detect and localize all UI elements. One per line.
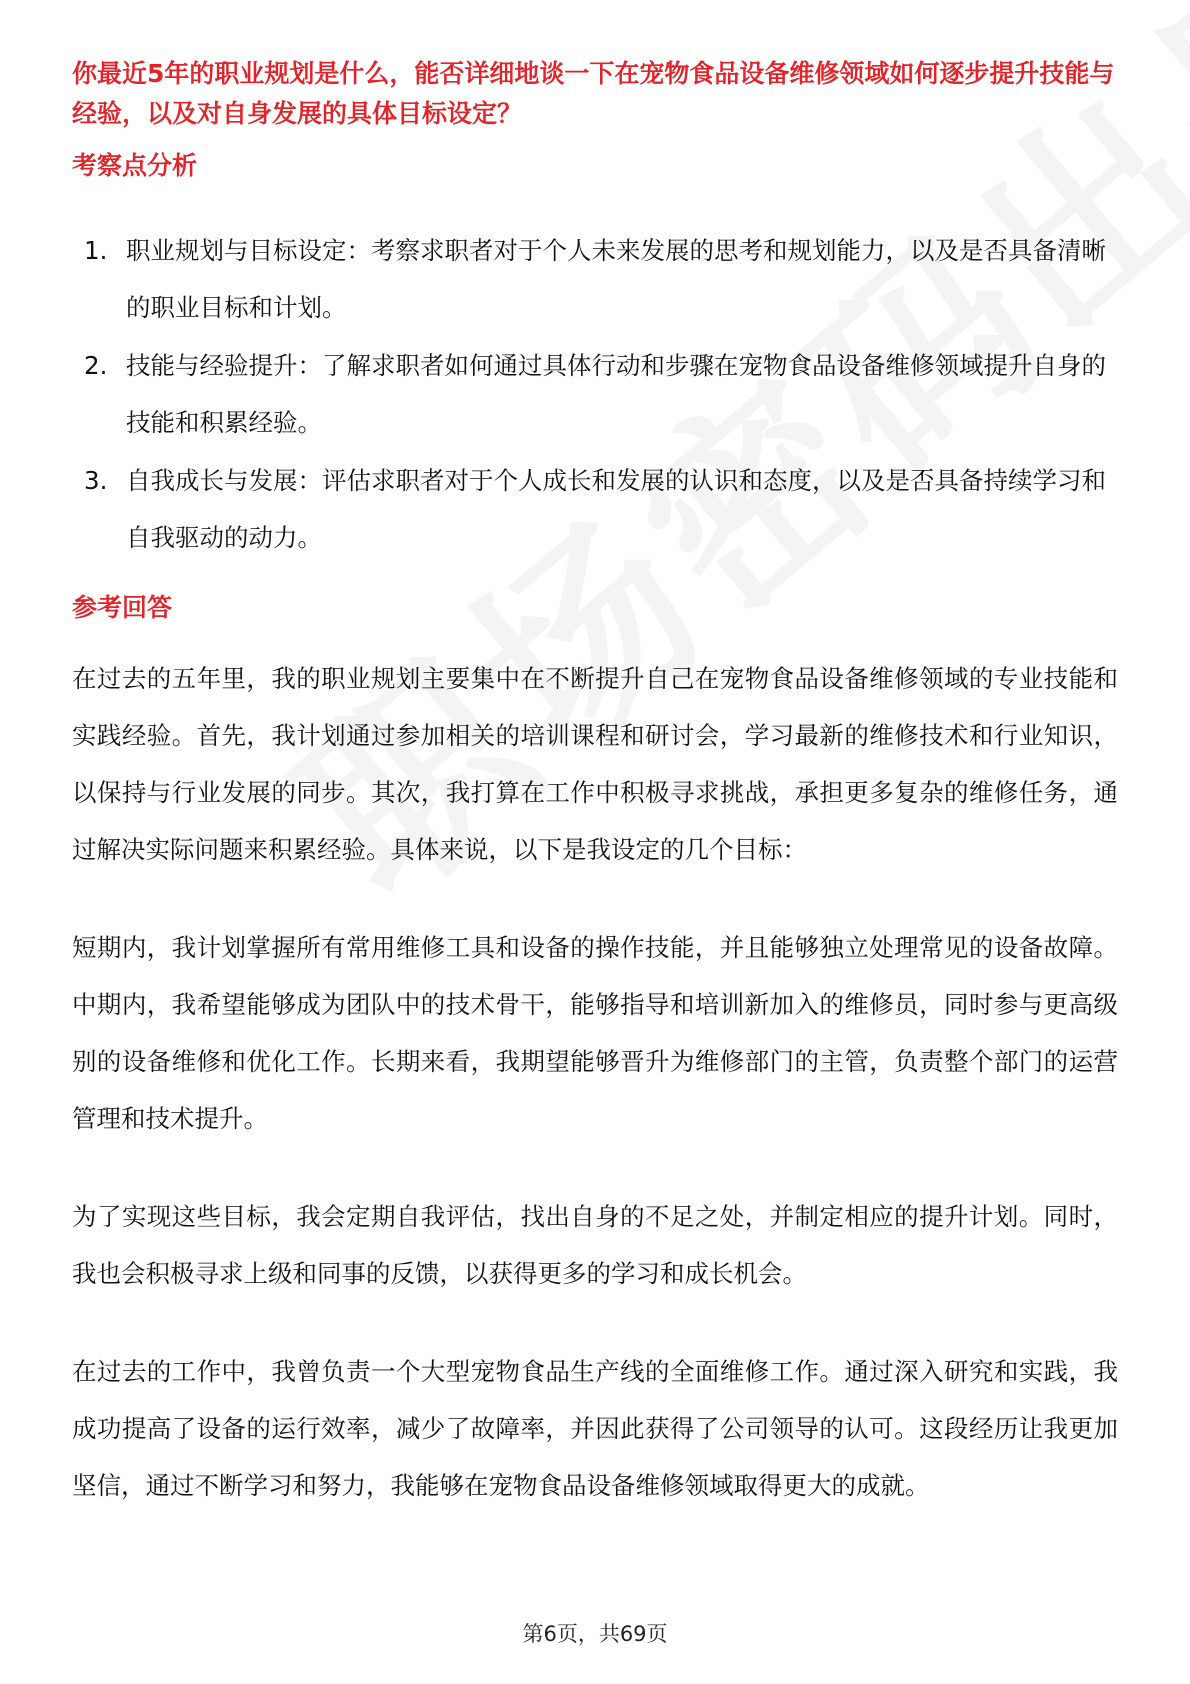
page-number: 第6页，共69页: [522, 1622, 668, 1646]
list-item-number: 2.: [84, 351, 108, 380]
answer-paragraph: 短期内，我计划掌握所有常用维修工具和设备的操作技能，并且能够独立处理常见的设备故障。中期内，我希望能够成为团队中的技术骨干，能够指导和培训新加入的维修员，同时参与更高级别的设备维修和优化工作。长期来看，我期望能够晋升为维修部门的主管，负责整个部门的运营管理和技术提升。: [72, 933, 1118, 1133]
list-item-text: 自我成长与发展：评估求职者对于个人成长和发展的认识和态度，以及是否具备持续学习和自我驱动的动力。: [126, 466, 1106, 552]
answer-heading: 参考回答: [72, 593, 173, 622]
list-item-text: 职业规划与目标设定：考察求职者对于个人未来发展的思考和规划能力，以及是否具备清晰的职业目标和计划。: [126, 236, 1106, 322]
list-item-text: 技能与经验提升：了解求职者如何通过具体行动和步骤在宠物食品设备维修领域提升自身的技能和积累经验。: [126, 351, 1106, 437]
list-item-number: 1.: [84, 236, 108, 265]
answer-paragraph: 在过去的五年里，我的职业规划主要集中在不断提升自己在宠物食品设备维修领域的专业技能和实践经验。首先，我计划通过参加相关的培训课程和研讨会，学习最新的维修技术和行业知识，以保持与行业发展的同步。其次，我打算在工作中积极寻求挑战，承担更多复杂的维修任务，通过解决实际问题来积累经验。具体来说，以下是我设定的几个目标：: [72, 664, 1118, 864]
analysis-list: [72, 222, 1118, 567]
list-item: [72, 337, 1118, 451]
list-item: [72, 452, 1118, 566]
answer-body: [72, 650, 1118, 1555]
interview-question: 你最近5年的职业规划是什么，能否详细地谈一下在宠物食品设备维修领域如何逐步提升技能与经验，以及对自身发展的具体目标设定？: [72, 59, 1115, 128]
answer-paragraph: 在过去的工作中，我曾负责一个大型宠物食品生产线的全面维修工作。通过深入研究和实践，我成功提高了设备的运行效率，减少了故障率，并因此获得了公司领导的认可。这段经历让我更加坚信，通过不断学习和努力，我能够在宠物食品设备维修领域取得更大的成就。: [72, 1357, 1118, 1500]
analysis-heading: 考察点分析: [72, 151, 198, 180]
list-item-number: 3.: [84, 466, 108, 495]
list-item: [72, 222, 1118, 336]
answer-paragraph: 为了实现这些目标，我会定期自我评估，找出自身的不足之处，并制定相应的提升计划。同时，我也会积极寻求上级和同事的反馈，以获得更多的学习和成长机会。: [72, 1202, 1118, 1288]
